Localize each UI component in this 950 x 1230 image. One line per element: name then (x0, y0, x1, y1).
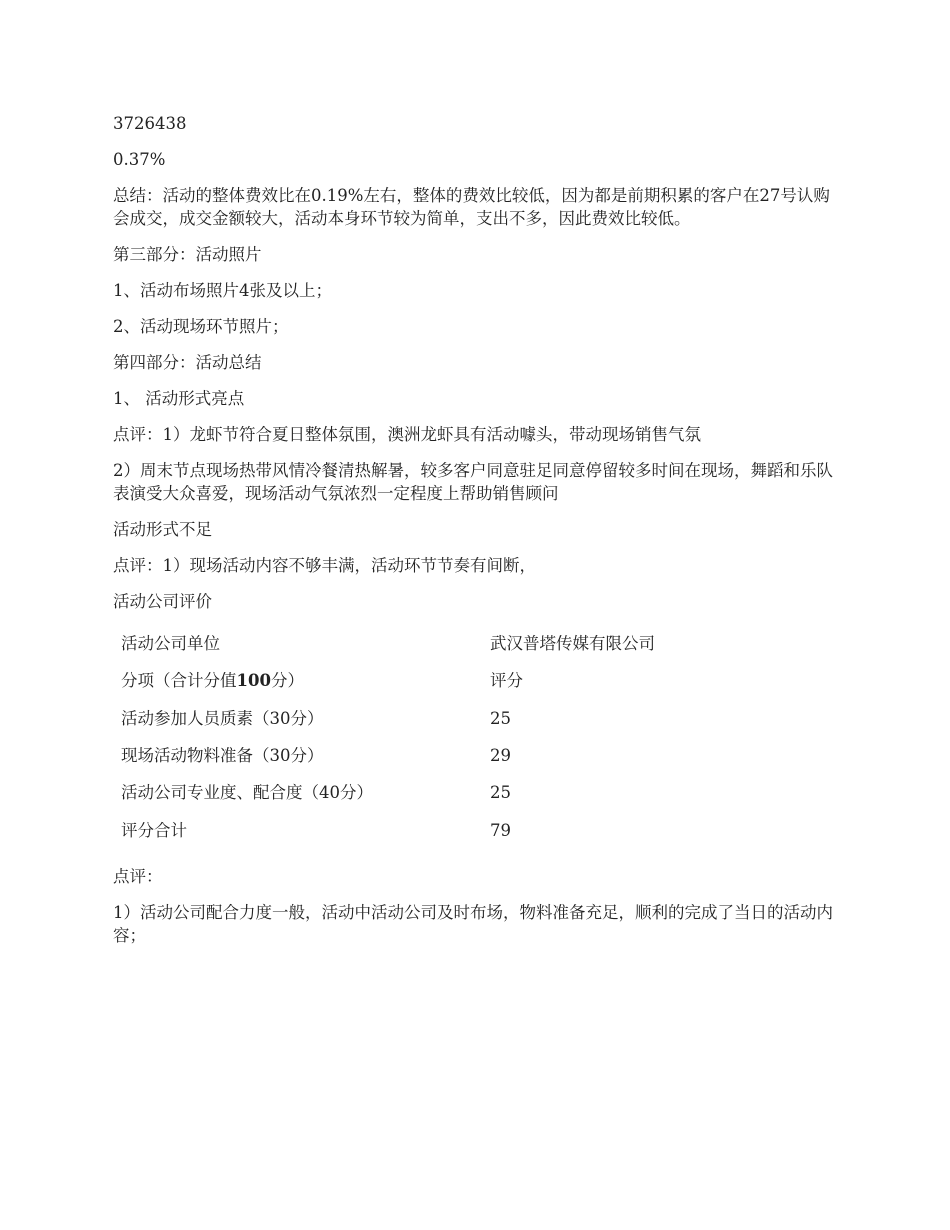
table-cell-value: 79 (490, 820, 511, 840)
highlight-comment-1: 点评：1）龙虾节符合夏日整体氛围，澳洲龙虾具有活动噱头，带动现场销售气氛 (113, 425, 701, 444)
table-cell-label: 活动公司专业度、配合度（40分） (121, 783, 373, 803)
table-row (113, 811, 843, 848)
part3-heading: 第三部分：活动照片 (113, 245, 262, 264)
table-cell-label: 活动公司单位 (121, 634, 220, 654)
table-cell-value: 评分 (490, 671, 523, 691)
table-cell-value: 武汉普塔传媒有限公司 (490, 634, 655, 654)
ratio-line: 0.37% (113, 150, 166, 169)
table-row (113, 662, 843, 699)
highlight-comment-2: 2）周末节点现场热带风情冷餐清热解暑，较多客户同意驻足同意停留较多时间在现场，舞蹈和乐队表演受大众喜爱，现场活动气氛浓烈一定程度上帮助销售顾问 (113, 461, 833, 503)
final-comment-1: 1）活动公司配合力度一般，活动中活动公司及时布场，物料准备充足，顺利的完成了当日的活动内容； (113, 902, 833, 945)
table-cell-label (113, 662, 490, 699)
summary-paragraph: 总结：活动的整体费效比在0.19%左右，整体的费效比较低，因为都是前期积累的客户在27号认购会成交，成交金额较大，活动本身环节较为简单，支出不多，因此费效比较低。 (113, 186, 830, 228)
table-row (113, 625, 843, 662)
photo-item-1: 1、活动布场照片4张及以上； (113, 281, 332, 300)
table-cell-label: 评分合计 (121, 820, 187, 840)
shortcoming-heading: 活动形式不足 (113, 520, 212, 539)
document-page (113, 112, 843, 960)
part4-heading: 第四部分：活动总结 (113, 353, 262, 372)
table-row (113, 737, 843, 774)
shortcoming-comment: 点评：1）现场活动内容不够丰满，活动环节节奏有间断， (113, 556, 536, 575)
table-row (113, 700, 843, 737)
amount-line: 3726438 (113, 114, 187, 133)
label-bold-number: 100 (236, 671, 271, 691)
table-cell-value: 25 (490, 708, 511, 728)
highlight-heading: 1、 活动形式亮点 (113, 389, 245, 408)
company-eval-heading: 活动公司评价 (113, 592, 212, 611)
label-suffix: 分） (270, 671, 304, 691)
table-cell-value: 25 (490, 783, 511, 803)
label-prefix: 分项（合计分值 (121, 671, 237, 691)
final-comment-heading: 点评： (113, 866, 163, 886)
table-row (113, 774, 843, 811)
company-eval-table (113, 625, 843, 849)
table-cell-label: 活动参加人员质素（30分） (121, 708, 324, 728)
photo-item-2: 2、活动现场环节照片； (113, 317, 289, 336)
table-cell-value: 29 (490, 746, 511, 766)
table-cell-label: 现场活动物料准备（30分） (121, 746, 324, 766)
